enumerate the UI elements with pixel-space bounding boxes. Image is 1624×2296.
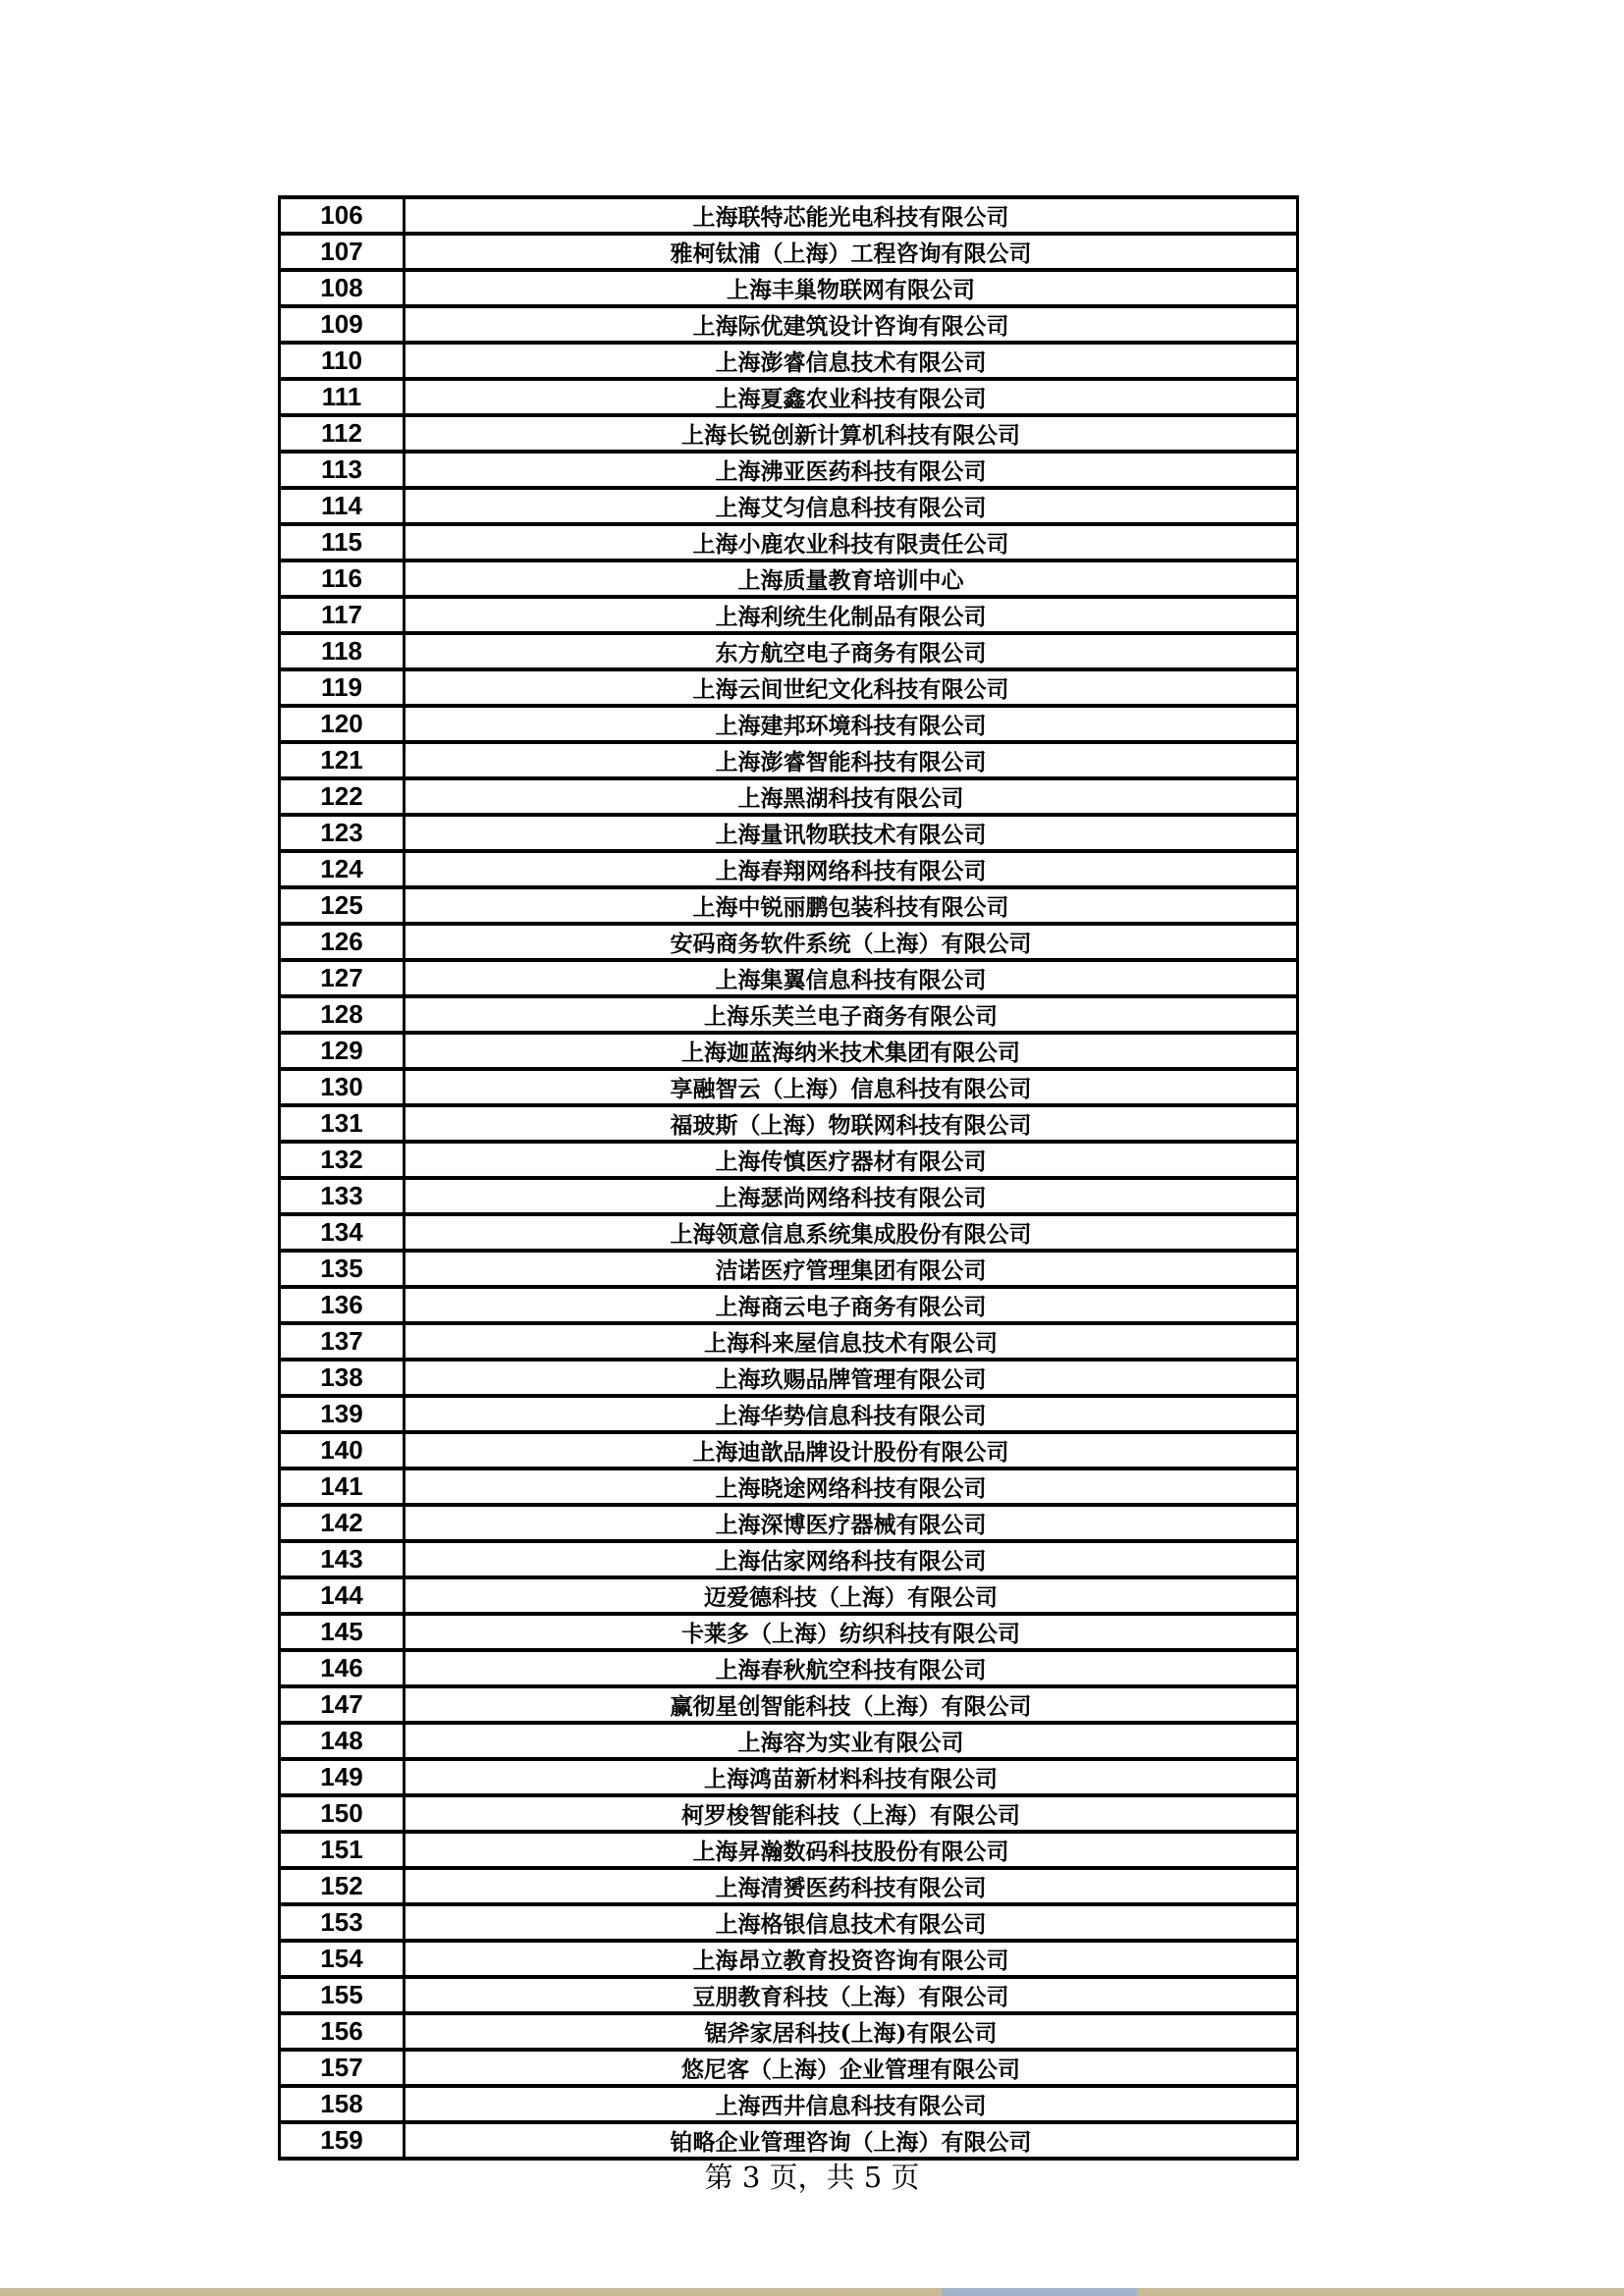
row-number-cell: 129 (280, 1033, 405, 1069)
table-row (280, 488, 1298, 524)
row-number-cell: 154 (280, 1941, 405, 1977)
row-number-cell: 149 (280, 1759, 405, 1795)
row-number-cell: 130 (280, 1069, 405, 1105)
company-name-cell: 上海澎睿信息技术有限公司 (405, 343, 1298, 379)
company-name-cell: 卡莱多（上海）纺织科技有限公司 (405, 1614, 1298, 1650)
table-row (280, 1069, 1298, 1105)
row-number-cell: 128 (280, 996, 405, 1033)
company-name-cell: 上海际优建筑设计咨询有限公司 (405, 306, 1298, 343)
table-row (280, 415, 1298, 452)
company-table-body (280, 197, 1298, 2159)
row-number-cell: 151 (280, 1832, 405, 1868)
table-row (280, 306, 1298, 343)
company-name-cell: 上海利统生化制品有限公司 (405, 597, 1298, 633)
table-row (280, 1142, 1298, 1178)
company-name-cell: 上海小鹿农业科技有限责任公司 (405, 524, 1298, 561)
row-number-cell: 109 (280, 306, 405, 343)
row-number-cell: 147 (280, 1686, 405, 1723)
table-row (280, 742, 1298, 778)
row-number-cell: 125 (280, 887, 405, 924)
table-row (280, 1541, 1298, 1577)
company-name-cell: 上海春秋航空科技有限公司 (405, 1650, 1298, 1686)
row-number-cell: 146 (280, 1650, 405, 1686)
row-number-cell: 152 (280, 1868, 405, 1904)
row-number-cell: 159 (280, 2122, 405, 2159)
table-row (280, 1614, 1298, 1650)
table-row (280, 924, 1298, 960)
company-name-cell: 享融智云（上海）信息科技有限公司 (405, 1069, 1298, 1105)
table-row (280, 1287, 1298, 1323)
company-list-table (278, 195, 1299, 2161)
company-name-cell: 悠尼客（上海）企业管理有限公司 (405, 2050, 1298, 2086)
table-row (280, 633, 1298, 669)
table-row (280, 379, 1298, 415)
table-row (280, 2086, 1298, 2122)
company-name-cell: 迈爱德科技（上海）有限公司 (405, 1577, 1298, 1614)
table-row (280, 1941, 1298, 1977)
row-number-cell: 143 (280, 1541, 405, 1577)
page-number-footer: 第 3 页，共 5 页 (704, 2161, 920, 2194)
table-row (280, 524, 1298, 561)
company-name-cell: 上海昇瀚数码科技股份有限公司 (405, 1832, 1298, 1868)
row-number-cell: 111 (280, 379, 405, 415)
row-number-cell: 106 (280, 197, 405, 234)
company-name-cell: 上海春翔网络科技有限公司 (405, 851, 1298, 887)
table-row (280, 706, 1298, 742)
table-row (280, 452, 1298, 488)
company-name-cell: 上海中锐丽鹏包装科技有限公司 (405, 887, 1298, 924)
company-name-cell: 福玻斯（上海）物联网科技有限公司 (405, 1105, 1298, 1142)
company-name-cell: 上海云间世纪文化科技有限公司 (405, 669, 1298, 706)
company-name-cell: 上海联特芯能光电科技有限公司 (405, 197, 1298, 234)
row-number-cell: 119 (280, 669, 405, 706)
company-name-cell: 上海量讯物联技术有限公司 (405, 815, 1298, 851)
table-row (280, 1105, 1298, 1142)
table-row (280, 1505, 1298, 1541)
row-number-cell: 107 (280, 234, 405, 270)
company-name-cell: 上海澎睿智能科技有限公司 (405, 742, 1298, 778)
row-number-cell: 117 (280, 597, 405, 633)
row-number-cell: 120 (280, 706, 405, 742)
table-row (280, 1577, 1298, 1614)
row-number-cell: 139 (280, 1396, 405, 1432)
company-name-cell: 上海长锐创新计算机科技有限公司 (405, 415, 1298, 452)
company-name-cell: 上海质量教育培训中心 (405, 561, 1298, 597)
table-row (280, 960, 1298, 996)
row-number-cell: 153 (280, 1904, 405, 1941)
row-number-cell: 158 (280, 2086, 405, 2122)
company-name-cell: 上海格银信息技术有限公司 (405, 1904, 1298, 1941)
row-number-cell: 134 (280, 1214, 405, 1251)
row-number-cell: 155 (280, 1977, 405, 2013)
table-row (280, 1723, 1298, 1759)
row-number-cell: 124 (280, 851, 405, 887)
company-name-cell: 上海乐芙兰电子商务有限公司 (405, 996, 1298, 1033)
row-number-cell: 148 (280, 1723, 405, 1759)
company-name-cell: 上海深博医疗器械有限公司 (405, 1505, 1298, 1541)
row-number-cell: 131 (280, 1105, 405, 1142)
row-number-cell: 127 (280, 960, 405, 996)
company-name-cell: 上海西井信息科技有限公司 (405, 2086, 1298, 2122)
row-number-cell: 137 (280, 1323, 405, 1360)
company-name-cell: 上海黑湖科技有限公司 (405, 778, 1298, 815)
table-row (280, 1468, 1298, 1505)
company-name-cell: 锯斧家居科技(上海)有限公司 (405, 2013, 1298, 2050)
table-row (280, 996, 1298, 1033)
row-number-cell: 116 (280, 561, 405, 597)
row-number-cell: 156 (280, 2013, 405, 2050)
table-row (280, 1977, 1298, 2013)
company-name-cell: 赢彻星创智能科技（上海）有限公司 (405, 1686, 1298, 1723)
table-row (280, 597, 1298, 633)
row-number-cell: 118 (280, 633, 405, 669)
row-number-cell: 110 (280, 343, 405, 379)
company-name-cell: 上海迪歆品牌设计股份有限公司 (405, 1432, 1298, 1468)
row-number-cell: 114 (280, 488, 405, 524)
table-row (280, 1795, 1298, 1832)
row-number-cell: 132 (280, 1142, 405, 1178)
company-name-cell: 上海玖赐品牌管理有限公司 (405, 1360, 1298, 1396)
row-number-cell: 140 (280, 1432, 405, 1468)
row-number-cell: 138 (280, 1360, 405, 1396)
table-row (280, 270, 1298, 306)
company-name-cell: 上海鸿苗新材料科技有限公司 (405, 1759, 1298, 1795)
company-name-cell: 上海传慎医疗器材有限公司 (405, 1142, 1298, 1178)
table-row (280, 1033, 1298, 1069)
company-name-cell: 上海艾匀信息科技有限公司 (405, 488, 1298, 524)
table-row (280, 197, 1298, 234)
row-number-cell: 145 (280, 1614, 405, 1650)
row-number-cell: 112 (280, 415, 405, 452)
row-number-cell: 133 (280, 1178, 405, 1214)
scan-edge-artifact (0, 2288, 1624, 2296)
company-name-cell: 上海建邦环境科技有限公司 (405, 706, 1298, 742)
row-number-cell: 115 (280, 524, 405, 561)
row-number-cell: 108 (280, 270, 405, 306)
row-number-cell: 123 (280, 815, 405, 851)
table-row (280, 1832, 1298, 1868)
table-row (280, 1251, 1298, 1287)
table-row (280, 887, 1298, 924)
company-name-cell: 上海昂立教育投资咨询有限公司 (405, 1941, 1298, 1977)
company-name-cell: 洁诺医疗管理集团有限公司 (405, 1251, 1298, 1287)
company-name-cell: 上海估家网络科技有限公司 (405, 1541, 1298, 1577)
company-name-cell: 东方航空电子商务有限公司 (405, 633, 1298, 669)
row-number-cell: 135 (280, 1251, 405, 1287)
table-row (280, 343, 1298, 379)
company-name-cell: 雅柯钛浦（上海）工程咨询有限公司 (405, 234, 1298, 270)
table-row (280, 1432, 1298, 1468)
table-row (280, 1178, 1298, 1214)
company-name-cell: 上海沸亚医药科技有限公司 (405, 452, 1298, 488)
company-name-cell: 上海夏鑫农业科技有限公司 (405, 379, 1298, 415)
table-row (280, 1396, 1298, 1432)
company-name-cell: 柯罗梭智能科技（上海）有限公司 (405, 1795, 1298, 1832)
company-name-cell: 上海丰巢物联网有限公司 (405, 270, 1298, 306)
row-number-cell: 126 (280, 924, 405, 960)
table-row (280, 1759, 1298, 1795)
row-number-cell: 144 (280, 1577, 405, 1614)
table-row (280, 1360, 1298, 1396)
company-name-cell: 铂略企业管理咨询（上海）有限公司 (405, 2122, 1298, 2159)
table-row (280, 1868, 1298, 1904)
table-row (280, 1650, 1298, 1686)
company-name-cell: 上海迦蓝海纳米技术集团有限公司 (405, 1033, 1298, 1069)
company-name-cell: 上海清赟医药科技有限公司 (405, 1868, 1298, 1904)
table-row (280, 778, 1298, 815)
row-number-cell: 141 (280, 1468, 405, 1505)
row-number-cell: 150 (280, 1795, 405, 1832)
company-name-cell: 上海科来屋信息技术有限公司 (405, 1323, 1298, 1360)
row-number-cell: 113 (280, 452, 405, 488)
company-name-cell: 上海瑟尚网络科技有限公司 (405, 1178, 1298, 1214)
table-row (280, 1323, 1298, 1360)
table-row (280, 851, 1298, 887)
row-number-cell: 122 (280, 778, 405, 815)
table-row (280, 1686, 1298, 1723)
table-row (280, 1214, 1298, 1251)
row-number-cell: 121 (280, 742, 405, 778)
table-row (280, 669, 1298, 706)
company-name-cell: 上海集翼信息科技有限公司 (405, 960, 1298, 996)
table-row (280, 815, 1298, 851)
company-name-cell: 安码商务软件系统（上海）有限公司 (405, 924, 1298, 960)
table-row (280, 2122, 1298, 2159)
row-number-cell: 157 (280, 2050, 405, 2086)
company-name-cell: 上海华势信息科技有限公司 (405, 1396, 1298, 1432)
company-name-cell: 豆朋教育科技（上海）有限公司 (405, 1977, 1298, 2013)
table-row (280, 2013, 1298, 2050)
company-name-cell: 上海商云电子商务有限公司 (405, 1287, 1298, 1323)
table-row (280, 234, 1298, 270)
company-name-cell: 上海领意信息系统集成股份有限公司 (405, 1214, 1298, 1251)
table-row (280, 1904, 1298, 1941)
company-name-cell: 上海容为实业有限公司 (405, 1723, 1298, 1759)
table-row (280, 2050, 1298, 2086)
table-row (280, 561, 1298, 597)
row-number-cell: 136 (280, 1287, 405, 1323)
company-name-cell: 上海晓途网络科技有限公司 (405, 1468, 1298, 1505)
row-number-cell: 142 (280, 1505, 405, 1541)
